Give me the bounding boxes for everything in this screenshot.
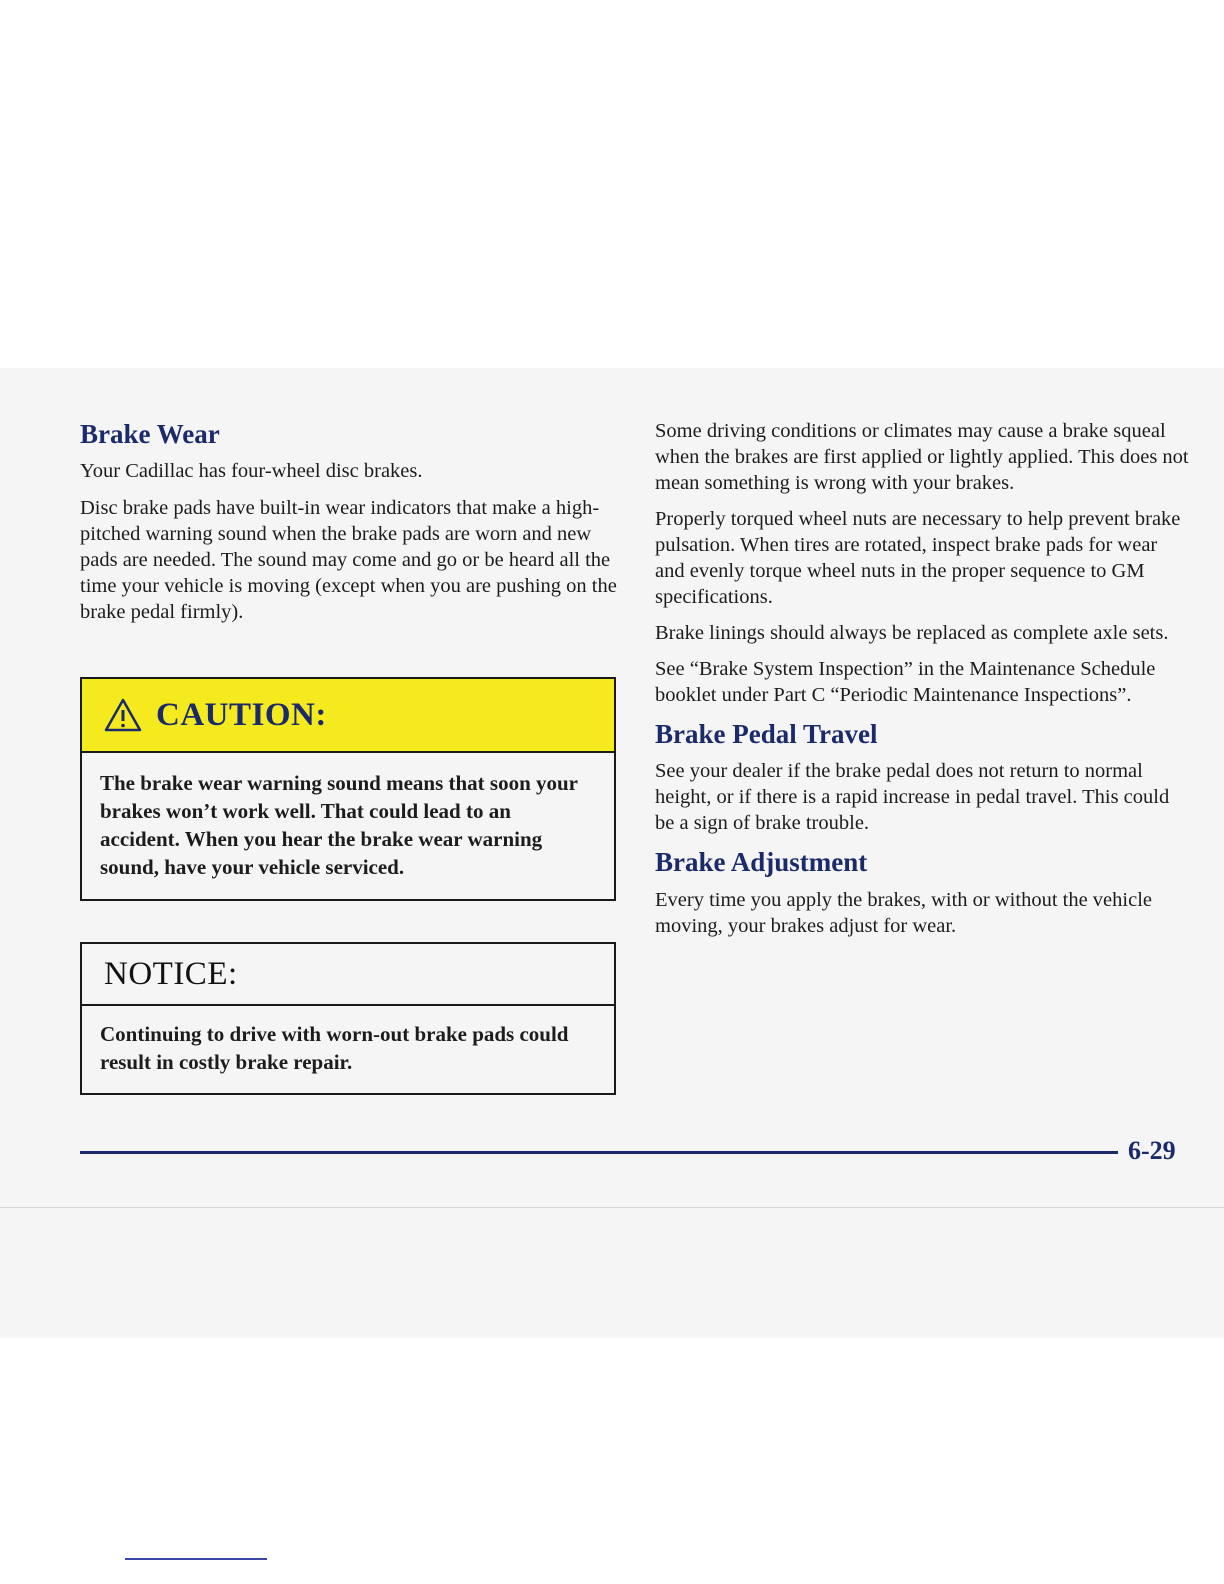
notice-title: NOTICE: <box>104 955 238 992</box>
brake-squeal-paragraph: Some driving conditions or climates may cause a brake squeal when the brakes are first applied or lightly applied. This does not mean something is wrong with your brakes. <box>655 420 1189 494</box>
bottom-rule <box>125 1558 267 1560</box>
caution-box <box>80 677 616 901</box>
right-column <box>655 418 1190 949</box>
warning-triangle-icon <box>104 698 142 732</box>
notice-text: Continuing to drive with worn-out brake pads could result in costly brake repair. <box>100 1022 569 1074</box>
inspection-reference-paragraph: See “Brake System Inspection” in the Maintenance Schedule booklet under Part C “Periodic Maintenance Inspections”. <box>655 658 1156 706</box>
brake-adjustment-paragraph: Every time you apply the brakes, with or without the vehicle moving, your brakes adjust for wear. <box>655 888 1152 937</box>
brake-pedal-travel-paragraph: See your dealer if the brake pedal does not return to normal height, or if there is a rapid increase in pedal travel. This could be a sign of brake trouble. <box>655 760 1170 835</box>
left-column <box>80 418 620 636</box>
brake-wear-paragraph-2: Disc brake pads have built-in wear indicators that make a high-pitched warning sound when the brake pads are worn and new pads are needed. The sound may come and go or be heard all the time your vehicle is moving (except when you are pushing on the brake pedal firmly). <box>80 497 617 624</box>
brake-adjustment-heading: Brake Adjustment <box>655 847 868 878</box>
footer-rule <box>80 1151 1118 1154</box>
notice-header <box>82 944 614 1006</box>
wheel-nuts-paragraph: Properly torqued wheel nuts are necessary to help prevent brake pulsation. When tires are rotated, inspect brake pads for wear and evenly torque wheel nuts in the proper sequence to GM specifications. <box>655 508 1181 608</box>
caution-title: CAUTION: <box>156 696 327 733</box>
caution-header <box>82 679 614 753</box>
scan-edge-line <box>0 1207 1224 1208</box>
brake-linings-paragraph: Brake linings should always be replaced as complete axle sets. <box>655 622 1169 644</box>
brake-pedal-travel-heading: Brake Pedal Travel <box>655 719 878 749</box>
notice-box <box>80 942 616 1095</box>
brake-wear-heading: Brake Wear <box>80 419 220 449</box>
caution-text: The brake wear warning sound means that soon your brakes won’t work well. That could lead to an accident. When you hear the brake wear warning sound, have your vehicle serviced. <box>100 771 578 879</box>
brake-wear-paragraph-1: Your Cadillac has four-wheel disc brakes. <box>80 460 423 483</box>
page-number: 6-29 <box>1128 1136 1176 1165</box>
